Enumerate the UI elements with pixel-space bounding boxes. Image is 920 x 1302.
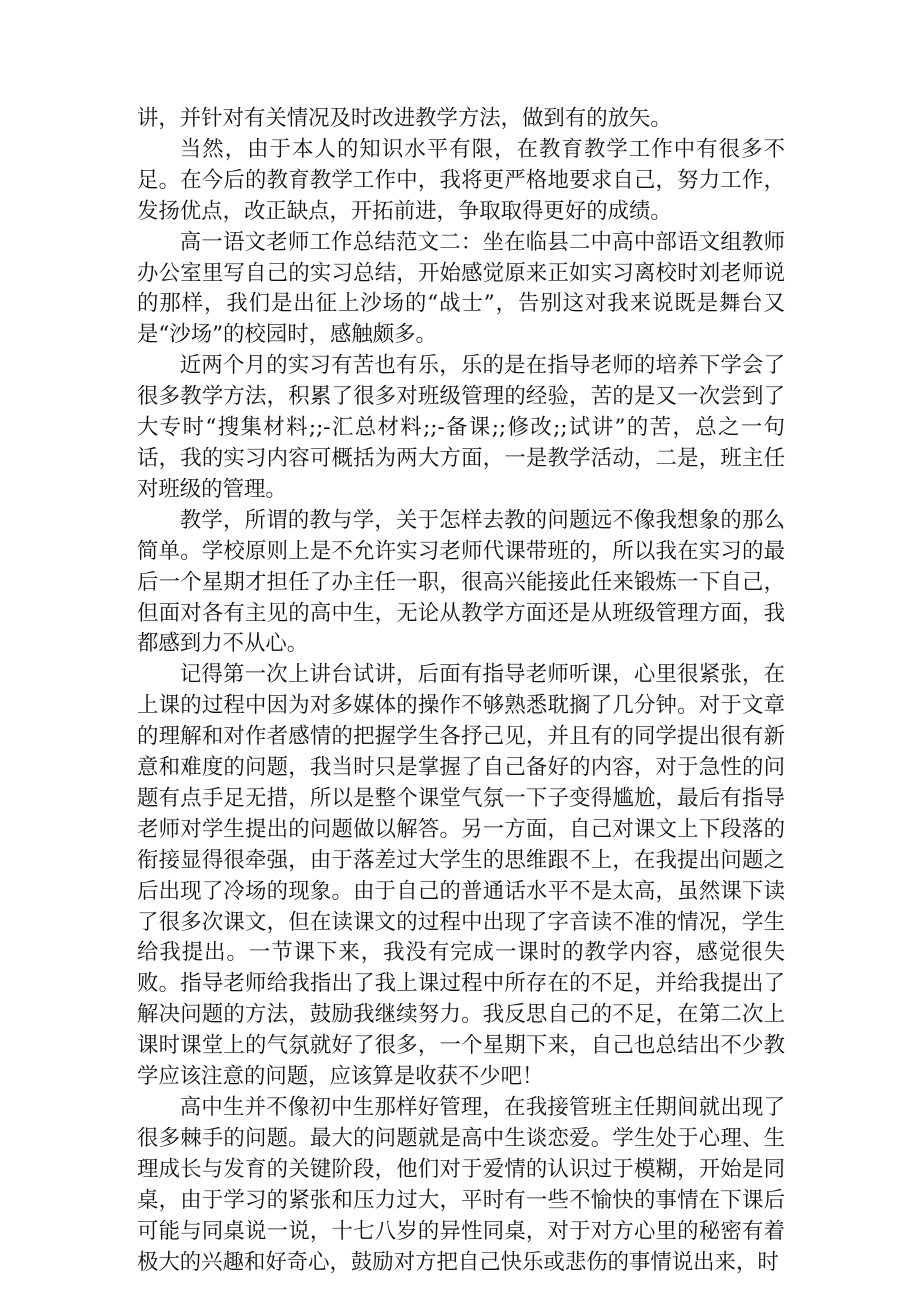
paragraph-continuation: 讲，并针对有关情况及时改进教学方法，做到有的放矢。 [137,106,672,131]
paragraph-sample-two-intro: 高一语文老师工作总结范文二：坐在临县二中高中部语文组教师办公室里写自己的实习总结，开始感觉原来正如实习离校时刘老师说的那样，我们是出征上沙场的“战士”，告别这对我来说既是舞台又是“沙场”的校园时，感触颇多。 [137,229,785,348]
paragraph-internship-overview: 近两个月的实习有苦也有乐，乐的是在指导老师的培养下学会了很多教学方法，积累了很多对班级管理的经验，苦的是又一次尝到了大专时“搜集材料;;-汇总材料;;-备课;;修改;;试讲”的苦，总之一句话，我的实习内容可概括为两大方面，一是教学活动，二是，班主任对班级的管理。 [137,353,785,502]
paragraph-class-management: 高中生并不像初中生那样好管理，在我接管班主任期间就出现了很多棘手的问题。最大的问题就是高中生谈恋爱。学生处于心理、生理成长与发育的关键阶段，他们对于爱情的认识过于模糊，开始是同桌，由于学习的紧张和压力过大，平时有一些不愉快的事情在下课后可能与同桌说一说，十七八岁的异性同桌，对于对方心里的秘密有着极大的兴趣和好奇心，鼓励对方把自己快乐或悲伤的事情说出来，时 [137,1095,785,1275]
paragraph-shortcomings: 当然，由于本人的知识水平有限，在教育教学工作中有很多不足。在今后的教育教学工作中，我将更严格地要求自己，努力工作，发扬优点，改正缺点，开拓前进，争取取得更好的成绩。 [137,136,785,224]
paragraph-first-lecture: 记得第一次上讲台试讲，后面有指导老师听课，心里很紧张，在上课的过程中因为对多媒体的操作不够熟悉耽搁了几分钟。对于文章的理解和对作者感情的把握学生各抒己见，并且有的同学提出很有新意和难度的问题，我当时只是掌握了自己备好的内容，对于急性的问题有点手足无措，所以是整个课堂气氛一下子变得尴尬，最后有指导老师对学生提出的问题做以解答。另一方面，自己对课文上下段落的衔接显得很牵强，由于落差过大学生的思维跟不上，在我提出问题之后出现了冷场的现象。由于自己的普通话水平不是太高，虽然课下读了很多次课文，但在读课文的过程中出现了字音读不准的情况，学生给我提出。一节课下来，我没有完成一课时的教学内容，感觉很失败。指导老师给我指出了我上课过程中所存在的不足，并给我提出了解决问题的方法，鼓励我继续努力。我反思自己的不足，在第二次上课时课堂上的气氛就好了很多，一个星期下来，自己也总结出不少教学应该注意的问题，应该算是收获不少吧！ [137,662,785,1090]
document-page [137,104,785,1278]
paragraph-teaching: 教学，所谓的教与学，关于怎样去教的问题远不像我想象的那么简单。学校原则上是不允许实习老师代课带班的，所以我在实习的最后一个星期才担任了办主任一职，很高兴能接此任来锻炼一下自己，但面对各有主见的高中生，无论从教学方面还是从班级管理方面，我都感到力不从心。 [137,507,785,657]
